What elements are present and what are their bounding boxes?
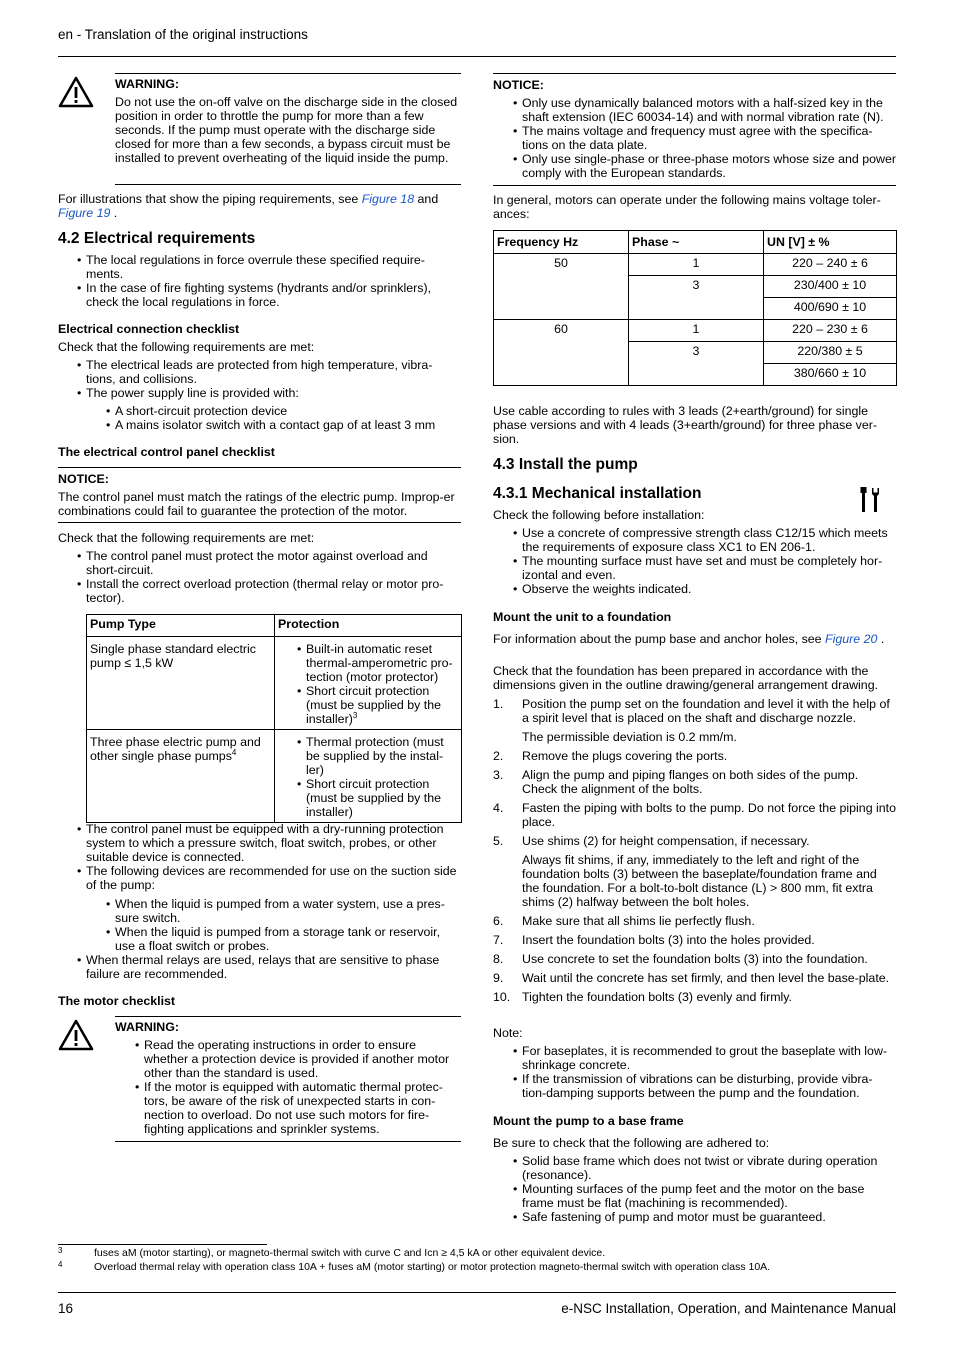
- list-item: • When the liquid is pumped from a water system, use a pres-sure switch.: [115, 897, 461, 925]
- elec-checklist-title: Electrical connection checklist: [58, 322, 240, 336]
- step-item: 1. Position the pump set on the foundation and level it with the help of a spirit level that is placed on the shaft and discharge nozzle.: [493, 697, 890, 725]
- install-list: [522, 526, 896, 596]
- header-rule: [58, 56, 896, 57]
- list-item: • The control panel must be equipped with a dry-running protection system to which a pressure switch, float switch, probes, or other suitable device is connected.: [86, 822, 461, 864]
- step-item: 6. Make sure that all shims lie perfectly flush.: [493, 914, 755, 928]
- elec-checklist-list: [86, 358, 454, 400]
- illus-post: .: [110, 206, 118, 220]
- install-intro: Check the following before installation:: [493, 508, 705, 522]
- notice-text: The control panel must match the ratings of the electric pump. Improp-er combinations could fail to guarantee the protection of the motor.: [58, 490, 455, 518]
- notice-top-rule: [493, 73, 896, 74]
- list-item: • Solid base frame which does not twist or vibrate during operation (resonance).: [522, 1154, 896, 1182]
- list-item: • If the motor is equipped with automatic thermal protec-tors, be aware of the risk of unexpected starts in con-nection to overload. Do not use such motors for fire-fighting applications and sprinkler systems.: [144, 1080, 461, 1136]
- notice-list: [522, 96, 896, 180]
- list-item: • Only use single-phase or three-phase motors whose size and power comply with the European standards.: [522, 152, 896, 180]
- list-item: • Short circuit protection (must be supplied by the installer): [306, 777, 458, 819]
- list-item: • The power supply line is provided with:: [86, 386, 454, 400]
- table-header-phase: Phase ~: [629, 231, 764, 254]
- protection-list: [306, 735, 458, 819]
- phase-cell: 1: [629, 320, 764, 342]
- list-item: • Built-in automatic reset thermal-amperometric pro-tection (motor protector): [306, 642, 458, 684]
- list-item: • If the transmission of vibrations can be disturbing, provide vibra-tion-damping supports between the pump and the foundation.: [522, 1072, 896, 1100]
- step-item: 4. Fasten the piping with bolts to the pump. Do not force the piping into place.: [493, 801, 897, 829]
- list-item: • The mounting surface must have set and must be completely hor-izontal and even.: [522, 554, 896, 582]
- baseframe-intro: Be sure to check that the following are adhered to:: [493, 1136, 770, 1150]
- step-item: 3. Align the pump and piping flanges on both sides of the pump. Check the alignment of the bolts.: [493, 768, 859, 796]
- warning-bottom-rule: [115, 184, 461, 185]
- warning-top-rule: [115, 1016, 461, 1017]
- figure-18-link[interactable]: Figure 18: [361, 192, 415, 206]
- list-item: • When thermal relays are used, relays that are sensitive to phase failure are recommended.: [86, 953, 454, 981]
- section-4-2-list: [86, 253, 454, 309]
- warning-triangle-icon: [58, 1019, 94, 1051]
- pump-type-cell: Single phase standard electric pump ≤ 1,5 kW: [90, 642, 256, 670]
- thermal-relay-list: [86, 953, 454, 981]
- list-item: • Read the operating instructions in order to ensure whether a protection device is provided if another motor other than the standard is used.: [144, 1038, 461, 1080]
- list-item: • Thermal protection (must be supplied by the instal-ler): [306, 735, 458, 777]
- wrench-screwdriver-icon: [858, 486, 882, 514]
- phase-cell: 3: [629, 276, 764, 320]
- tolerances-intro: In general, motors can operate under the following mains voltage toler-ances:: [493, 193, 881, 221]
- motor-checklist-title: The motor checklist: [58, 994, 176, 1008]
- list-item: • When the liquid is pumped from a storage tank or reservoir, use a float switch or probes.: [115, 925, 461, 953]
- note-label: Note:: [493, 1026, 523, 1040]
- warning-box-1: [115, 77, 461, 165]
- list-item: • The local regulations in force overrule these specified require-ments.: [86, 253, 454, 281]
- voltage-cell: 220 – 230 ± 6: [764, 320, 897, 342]
- pump-type-cell: Three phase electric pump and other single phase pumps: [90, 735, 261, 763]
- phase-cell: 1: [629, 254, 764, 276]
- table-row: [87, 730, 462, 823]
- illus-and: and: [414, 192, 439, 206]
- table-header-pump-type: Pump Type: [87, 615, 275, 637]
- baseframe-title: Mount the pump to a base frame: [493, 1114, 684, 1128]
- running-header: en - Translation of the original instructions: [58, 27, 308, 42]
- warning-label: WARNING:: [115, 77, 180, 91]
- footnote-item: 3 fuses aM (motor starting), or magneto-thermal switch with curve C and Icn ≥ 4,5 kA or other equivalent device.: [58, 1246, 606, 1259]
- frequency-cell: 60: [494, 320, 629, 386]
- list-item: • Short circuit protection (must be supplied by the installer)$^3$: [306, 684, 458, 726]
- note-list: [522, 1044, 896, 1100]
- notice-bottom-rule: [493, 185, 896, 186]
- section-4-3-1-title: 4.3.1 Mechanical installation: [493, 485, 702, 502]
- list-item: • A mains isolator switch with a contact gap of at least 3 mm: [115, 418, 461, 432]
- table-header-protection: Protection: [275, 615, 462, 637]
- step-item: 5. Use shims (2) for height compensation, if necessary.: [493, 834, 810, 848]
- cable-text: Use cable according to rules with 3 leads (2+earth/ground) for single phase versions and with 4 leads (3+earth/ground) for three phase ver-sion.: [493, 404, 877, 446]
- list-item: • Use a concrete of compressive strength class C12/15 which meets the requirements of exposure class XC1 to EN 206-1.: [522, 526, 896, 554]
- table-header-voltage: UN [V] ± %: [764, 231, 897, 254]
- section-4-2-title: 4.2 Electrical requirements: [58, 230, 256, 247]
- list-item: • In the case of fire fighting systems (hydrants and/or sprinklers), check the local regulations in force.: [86, 281, 454, 309]
- baseframe-list: [522, 1154, 896, 1224]
- footnotes: [58, 1247, 896, 1274]
- voltage-cell: 380/660 ± 10: [764, 364, 897, 386]
- frequency-cell: 50: [494, 254, 629, 320]
- footnote-ref-3[interactable]: 3: [352, 710, 358, 720]
- table-row: [494, 254, 897, 276]
- after-table-list: [86, 822, 461, 892]
- foundation-steps: [493, 697, 896, 1009]
- warning-triangle-icon: [58, 76, 94, 108]
- footnote-ref-4[interactable]: 4: [231, 747, 237, 757]
- list-item: • A short-circuit protection device: [115, 404, 461, 418]
- foundation-title: Mount the unit to a foundation: [493, 610, 672, 624]
- foundation-info-text: For information about the pump base and anchor holes, see: [493, 632, 826, 646]
- footnote-rule: [58, 1244, 267, 1245]
- page-number: 16: [58, 1301, 74, 1316]
- illus-text: For illustrations that show the piping requirements, see: [58, 192, 362, 206]
- foundation-info-post: .: [877, 632, 885, 646]
- table-row: [494, 320, 897, 342]
- foundation-info: [493, 632, 896, 646]
- suction-sublist: [115, 897, 461, 953]
- step-item: 2. Remove the plugs covering the ports.: [493, 749, 728, 763]
- manual-title: e-NSC Installation, Operation, and Maintenance Manual: [561, 1301, 896, 1316]
- list-item: • Only use dynamically balanced motors with a half-sized key in the shaft extension (IEC 60034-14) and with normal vibration rate (N).: [522, 96, 896, 124]
- warning-box-2: [115, 1020, 461, 1034]
- power-supply-sublist: [115, 404, 461, 432]
- notice-top-rule: [58, 467, 461, 468]
- foundation-check: Check that the foundation has been prepared in accordance with the dimensions given in the outline drawing/general arrangement drawing.: [493, 664, 879, 692]
- panel-checklist-list: [86, 549, 454, 605]
- table-header-frequency: Frequency Hz: [494, 231, 629, 254]
- notice-label: NOTICE:: [493, 78, 544, 92]
- list-item: • The following devices are recommended for use on the suction side of the pump:: [86, 864, 461, 892]
- step-item: 10. Tighten the foundation bolts (3) evenly and firmly.: [493, 990, 792, 1004]
- list-item: • Install the correct overload protection (thermal relay or motor pro-tector).: [86, 577, 454, 605]
- panel-checklist-title: The electrical control panel checklist: [58, 445, 275, 459]
- warning-top-rule: [115, 73, 461, 74]
- footnote-item: 4 Overload thermal relay with operation class 10A + fuses aM (motor starting) or motor protection magneto-thermal switch with operation class 10A.: [58, 1260, 771, 1273]
- figure-20-link[interactable]: Figure 20: [825, 632, 878, 646]
- list-item: • The electrical leads are protected from high temperature, vibra-tions, and collisions.: [86, 358, 454, 386]
- voltage-tolerance-table: [493, 230, 897, 386]
- step-item: The permissible deviation is 0.2 mm/m.: [522, 730, 737, 744]
- section-4-3-title: 4.3 Install the pump: [493, 456, 638, 473]
- step-item: 7. Insert the foundation bolts (3) into the holes provided.: [493, 933, 815, 947]
- list-item: • Mounting surfaces of the pump feet and the motor on the base frame must be flat (machining is recommended).: [522, 1182, 896, 1210]
- notice-box-left: [58, 472, 461, 518]
- step-item: 8. Use concrete to set the foundation bolts (3) into the foundation.: [493, 952, 868, 966]
- warning-label: WARNING:: [115, 1020, 180, 1034]
- phase-cell: 3: [629, 342, 764, 386]
- voltage-cell: 230/400 ± 10: [764, 276, 897, 298]
- notice-label: NOTICE:: [58, 472, 109, 486]
- warning-text: Do not use the on-off valve on the discharge side in the closed position in order to throttle the pump for more than a few seconds. If the pump must operate with the discharge side closed for more than a few seconds, a bypass circuit must be installed to prevent overheating of the liquid inside the pump.: [115, 95, 458, 165]
- list-item: • For baseplates, it is recommended to grout the baseplate with low-shrinkage concrete.: [522, 1044, 896, 1072]
- voltage-cell: 220/380 ± 5: [764, 342, 897, 364]
- list-item: • The mains voltage and frequency must agree with the specifica-tions on the data plate.: [522, 124, 896, 152]
- table-row: [87, 637, 462, 730]
- piping-illustration-ref: [58, 192, 461, 220]
- elec-checklist-intro: Check that the following requirements are met:: [58, 340, 315, 354]
- list-item: • The control panel must protect the motor against overload and short-circuit.: [86, 549, 454, 577]
- voltage-cell: 220 – 240 ± 6: [764, 254, 897, 276]
- voltage-cell: 400/690 ± 10: [764, 298, 897, 320]
- list-item: • Observe the weights indicated.: [522, 582, 896, 596]
- protection-list: [306, 642, 458, 726]
- protection-table: [86, 614, 462, 823]
- panel-checklist-intro: Check that the following requirements are met:: [58, 531, 315, 545]
- figure-19-link[interactable]: Figure 19: [58, 206, 111, 220]
- step-item: Always fit shims, if any, immediately to the left and right of the foundation bolts (3) between the baseplate/foundation frame and the foundation. For a bolt-to-bolt distance (L) > 800 mm, fit extra shims (2) halfway between the bolt holes.: [522, 853, 877, 909]
- motor-warning-list: [144, 1038, 461, 1136]
- list-item: • Safe fastening of pump and motor must be guaranteed.: [522, 1210, 896, 1224]
- warning-bottom-rule: [115, 1141, 461, 1142]
- notice-bottom-rule: [58, 522, 461, 523]
- step-item: 9. Wait until the concrete has set firmly, and then level the base-plate.: [493, 971, 890, 985]
- footer-rule: [58, 1292, 896, 1293]
